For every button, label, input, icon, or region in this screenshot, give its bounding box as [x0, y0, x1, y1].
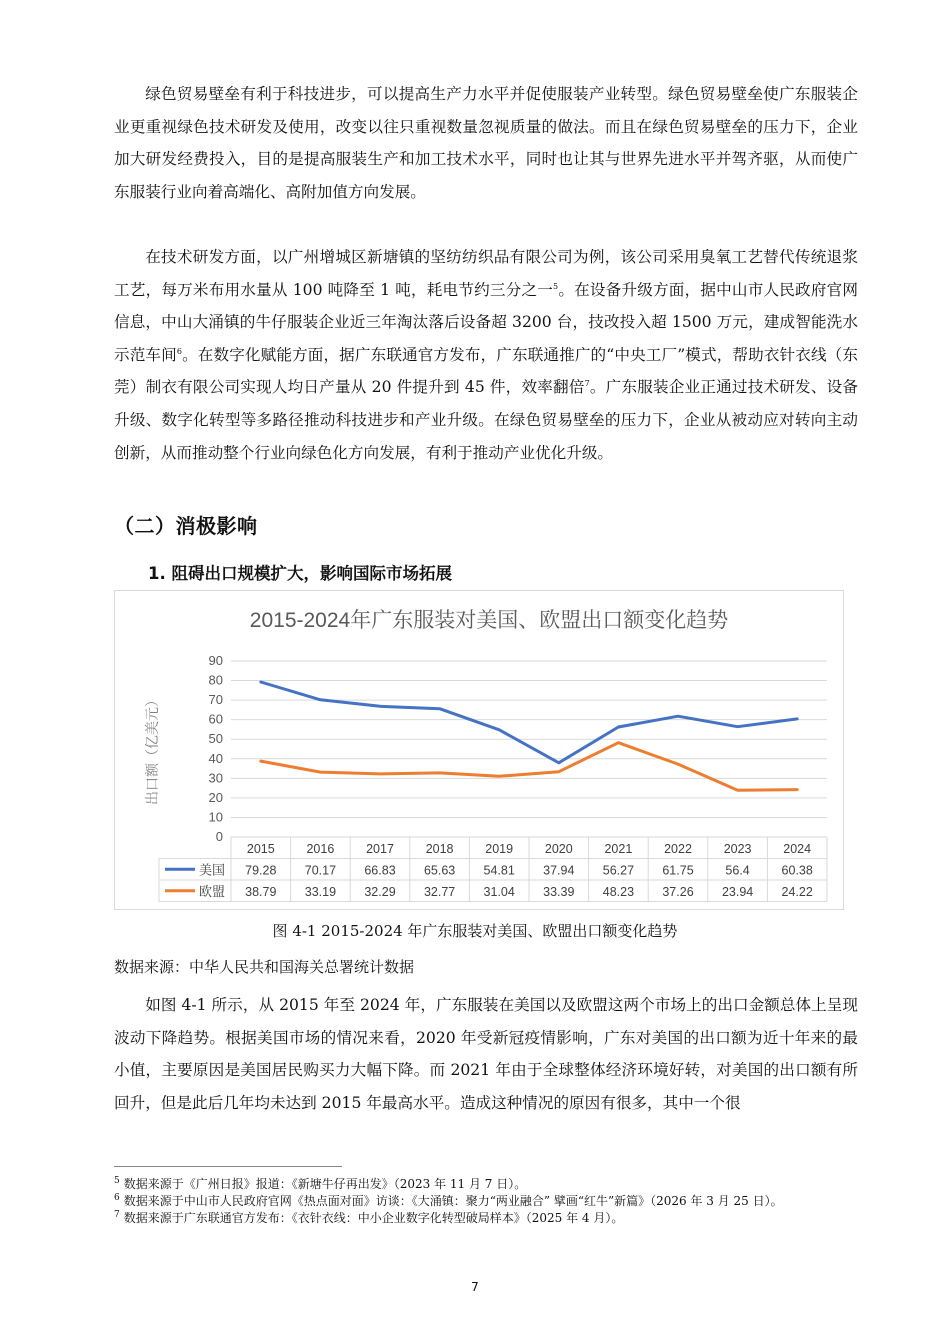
paragraph-analysis: 如图 4-1 所示，从 2015 年至 2024 年，广东服装在美国以及欧盟这两个市场上的出口金额总体上呈现波动下降趋势。根据美国市场的情况来看，2020 年受新冠疫情影响，广东对美国的出口额为近十年来的最小值，主要原因是美国居民购买力大幅下降。而 2021 年由于全球整体经济环境好转，对美国的出口额有所回升，但是此后几年均未达到 2015 年最高水平。造成这种情况的原因有很多，其中一个很: [114, 996, 858, 1112]
paragraph-tech-part-a: 在技术研发方面，以广州增城区新塘镇的坚纺纺织品有限公司为例，该公司采用臭氧工艺替代传统退浆工艺，每万米布用水量从 100 吨降至 1 吨，耗电节约三分之一: [114, 248, 858, 299]
x-tick-label: 2021: [604, 841, 633, 856]
data-label: 60.38: [781, 863, 813, 878]
data-label: 33.39: [543, 884, 575, 899]
data-label: 70.17: [304, 863, 337, 878]
section-heading: （二）消极影响: [114, 514, 258, 538]
y-tick-label: 20: [208, 789, 223, 805]
data-label: 79.28: [245, 863, 277, 878]
y-tick-label: 30: [208, 770, 223, 786]
y-tick-label: 10: [208, 809, 223, 825]
y-tick-label: 0: [215, 829, 223, 844]
data-label: 54.81: [483, 863, 515, 878]
x-tick-label: 2020: [544, 841, 573, 856]
y-tick-label: 40: [208, 750, 223, 766]
legend-label: 欧盟: [199, 883, 226, 899]
footnote-text: 数据来源于《广州日报》报道：《新塘牛仔再出发》（2023 年 11 月 7 日）。: [123, 1177, 527, 1191]
footnote-ref-6[interactable]: 6: [176, 346, 182, 356]
footnote-6: [114, 1193, 858, 1210]
footnotes: [114, 1176, 858, 1227]
x-tick-label: 2018: [425, 841, 454, 856]
page-number: 7: [471, 1280, 479, 1294]
legend-label: 美国: [199, 862, 226, 878]
y-tick-label: 60: [208, 711, 223, 727]
data-label: 56.4: [725, 863, 750, 878]
x-tick-label: 2023: [723, 841, 752, 856]
data-label: 48.23: [602, 884, 635, 899]
data-label: 32.29: [364, 884, 396, 899]
footnote-number: 5: [114, 1176, 120, 1186]
x-tick-label: 2015: [246, 841, 275, 856]
x-tick-label: 2016: [306, 841, 335, 856]
data-label: 66.83: [364, 863, 396, 878]
data-label: 24.22: [781, 884, 813, 899]
export-trend-chart: [114, 590, 844, 910]
data-label: 33.19: [304, 884, 337, 899]
paragraph-tech-part-c: 。在数字化赋能方面，据广东联通官方发布，广东联通推广的“中央工厂”模式，帮助衣针衣线（东莞）制衣有限公司实现人均日产量从 20 件提升到 45 件，效率翻倍: [114, 345, 858, 397]
data-label: 31.04: [483, 884, 515, 899]
series-line-usa: [261, 682, 797, 763]
x-tick-label: 2019: [485, 841, 514, 856]
data-label: 37.26: [662, 884, 694, 899]
paragraph-tech-part-b: 。在设备升级方面，据中山市人民政府官网信息，中山大涌镇的牛仔服装企业近三年淘汰落后设备超 3200 台，技改投入超 1500 万元，建成智能洗水示范车间: [114, 280, 858, 364]
footnote-7: [114, 1210, 858, 1227]
data-label: 65.63: [423, 863, 456, 878]
data-label: 61.75: [662, 863, 694, 878]
footnote-ref-5[interactable]: 5: [553, 281, 559, 291]
paragraph-tech-examples: [114, 241, 858, 469]
data-source: 数据来源：中华人民共和国海关总署统计数据: [114, 958, 415, 976]
figure-caption: 图 4-1 2015-2024 年广东服装对美国、欧盟出口额变化趋势: [272, 922, 678, 940]
y-tick-label: 90: [208, 653, 223, 668]
footnote-5: [114, 1176, 858, 1193]
subsection-heading: 1. 阻碍出口规模扩大，影响国际市场拓展: [148, 564, 452, 583]
x-tick-label: 2024: [783, 841, 812, 856]
data-label: 56.27: [602, 863, 635, 878]
y-axis-label: 出口额（亿美元）: [144, 693, 160, 805]
data-label: 37.94: [543, 863, 575, 878]
paragraph-green-barrier-tech: 绿色贸易壁垒有利于科技进步，可以提高生产力水平并促使服装产业转型。绿色贸易壁垒使广东服装企业更重视绿色技术研发及使用，改变以往只重视数量忽视质量的做法。而且在绿色贸易壁垒的压力下，企业加大研发经费投入，目的是提高服装生产和加工技术水平，同时也让其与世界先进水平并驾齐驱，从而使广东服装行业向着高端化、高附加值方向发展。: [114, 85, 858, 201]
y-tick-label: 80: [208, 672, 223, 688]
chart-svg: [115, 591, 843, 909]
data-label: 23.94: [721, 884, 754, 899]
x-tick-label: 2022: [664, 841, 692, 856]
series-line-eu: [261, 743, 797, 791]
x-tick-label: 2017: [366, 841, 394, 856]
y-tick-label: 50: [208, 731, 223, 747]
footnote-text: 数据来源于广东联通官方发布：《衣针衣线：中小企业数字化转型破局样本》（2025 年 4 月）。: [123, 1211, 624, 1225]
paragraph-tech-part-d: 。广东服装企业正通过技术研发、设备升级、数字化转型等多路径推动科技进步和产业升级。在绿色贸易壁垒的压力下，企业从被动应对转向主动创新，从而推动整个行业向绿色化方向发展，有利于推动产业优化升级。: [114, 378, 858, 462]
footnote-separator: [114, 1166, 342, 1167]
data-label: 38.79: [245, 884, 277, 899]
chart-title: 2015-2024年广东服装对美国、欧盟出口额变化趋势: [249, 609, 729, 632]
footnote-ref-7[interactable]: 7: [584, 379, 590, 389]
y-tick-label: 70: [208, 692, 223, 708]
data-label: 32.77: [423, 884, 456, 899]
footnote-number: 7: [114, 1210, 120, 1220]
footnote-number: 6: [114, 1193, 120, 1203]
footnote-text: 数据来源于中山市人民政府官网《热点面对面》访谈：《大涌镇：聚力“两业融合” 擘画“红牛”新篇》（2026 年 3 月 25 日）。: [123, 1194, 783, 1208]
